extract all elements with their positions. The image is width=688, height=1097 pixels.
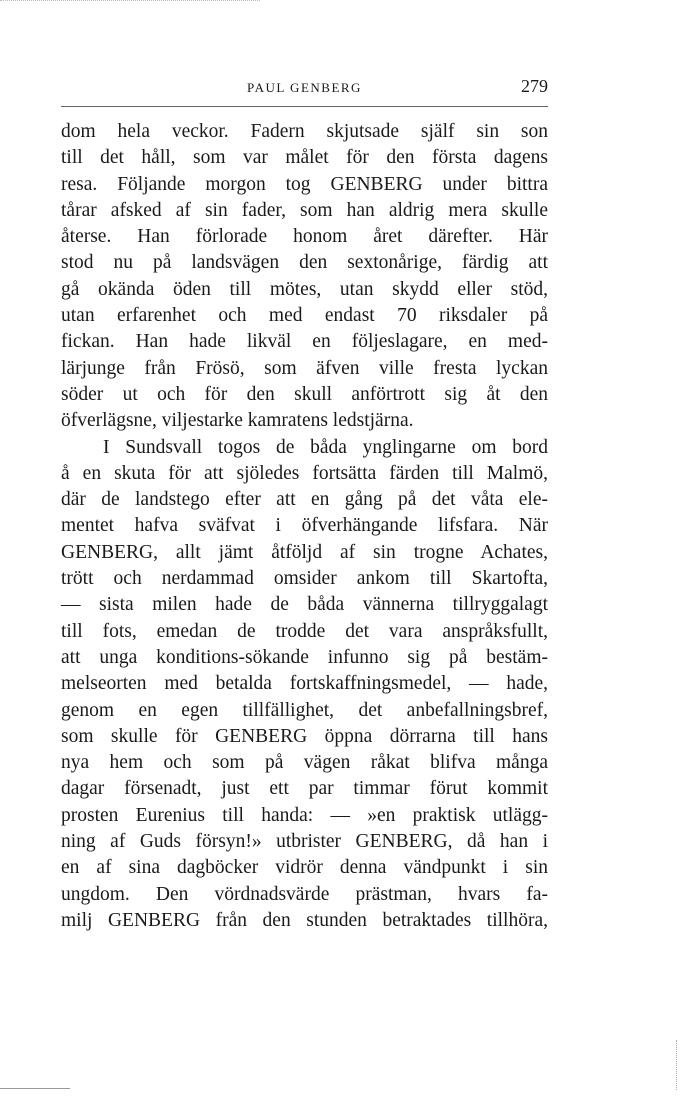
text-line: som skulle för GENBERG öppna dörrarna till hans bbox=[61, 725, 548, 747]
body-text bbox=[61, 119, 548, 934]
text-line: tårar afsked af sin fader, som han aldrig mera skulle bbox=[61, 199, 548, 221]
text-line: milj GENBERG från den stunden betraktades tillhöra, bbox=[61, 909, 548, 931]
text-line: att unga konditions-sökande infunno sig på bestäm- bbox=[61, 646, 548, 668]
page-number: 279 bbox=[521, 76, 548, 96]
text-line: å en skuta för att sjöledes fortsätta färden till Malmö, bbox=[61, 462, 548, 484]
text-line: mentet hafva sväfvat i öfverhängande lifsfara. När bbox=[61, 515, 548, 537]
text-line: lärjunge från Frösö, som äfven ville fresta lyckan bbox=[61, 357, 548, 379]
text-line: fickan. Han hade likväl en följeslagare, en med- bbox=[61, 331, 548, 353]
text-line: trött och nerdammad omsider ankom till Skartofta, bbox=[61, 568, 548, 590]
text-line: till fots, emedan de trodde det vara anspråksfullt, bbox=[61, 620, 548, 642]
text-line: öfverlägsne, viljestarke kamratens ledstjärna. bbox=[61, 410, 414, 432]
text-line: resa. Följande morgon tog GENBERG under bittra bbox=[61, 173, 548, 195]
text-line: dom hela veckor. Fadern skjutsade själf sin son bbox=[61, 121, 548, 142]
text-line: stod nu på landsvägen den sextonårige, färdig att bbox=[61, 252, 548, 274]
scan-edge-right bbox=[676, 1040, 677, 1090]
text-line: — sista milen hade de båda vännerna tillryggalagt bbox=[61, 594, 548, 616]
text-line: I Sundsvall togos de båda ynglingarne om bord bbox=[103, 436, 548, 458]
header-rule bbox=[61, 106, 548, 107]
text-line: ungdom. Den vördnadsvärde prästman, hvars fa- bbox=[61, 883, 548, 905]
running-head: PAUL GENBERG bbox=[247, 80, 362, 95]
text-line: söder ut och för den skull anförtrott sig åt den bbox=[61, 383, 548, 405]
scan-edge-bottom bbox=[0, 1088, 70, 1089]
text-line: ning af Guds försyn!» utbrister GENBERG, då han i bbox=[61, 831, 548, 853]
text-line: dagar försenadt, just ett par timmar förut kommit bbox=[61, 778, 548, 800]
text-line: där de landstego efter att en gång på det våta ele- bbox=[61, 489, 548, 511]
text-line: melseorten med betalda fortskaffningsmedel, — hade, bbox=[61, 673, 548, 695]
text-line: till det håll, som var målet för den första dagens bbox=[61, 147, 548, 169]
text-line: prosten Eurenius till handa: — »en praktisk utlägg- bbox=[61, 804, 548, 826]
text-line: gå okända öden till mötes, utan skydd eller stöd, bbox=[61, 278, 548, 300]
page-header bbox=[61, 76, 548, 100]
text-line: genom en egen tillfällighet, det anbefallningsbref, bbox=[61, 699, 548, 721]
text-line: en af sina dagböcker vidrör denna vändpunkt i sin bbox=[61, 857, 548, 879]
text-line: GENBERG, allt jämt åtföljd af sin trogne Achates, bbox=[61, 541, 548, 563]
text-line: nya hem och som på vägen råkat blifva många bbox=[61, 752, 548, 774]
text-line: återse. Han förlorade honom året därefter. Här bbox=[61, 226, 548, 248]
text-line: utan erfarenhet och med endast 70 riksdaler på bbox=[61, 305, 548, 327]
scan-edge-top bbox=[0, 0, 260, 1]
